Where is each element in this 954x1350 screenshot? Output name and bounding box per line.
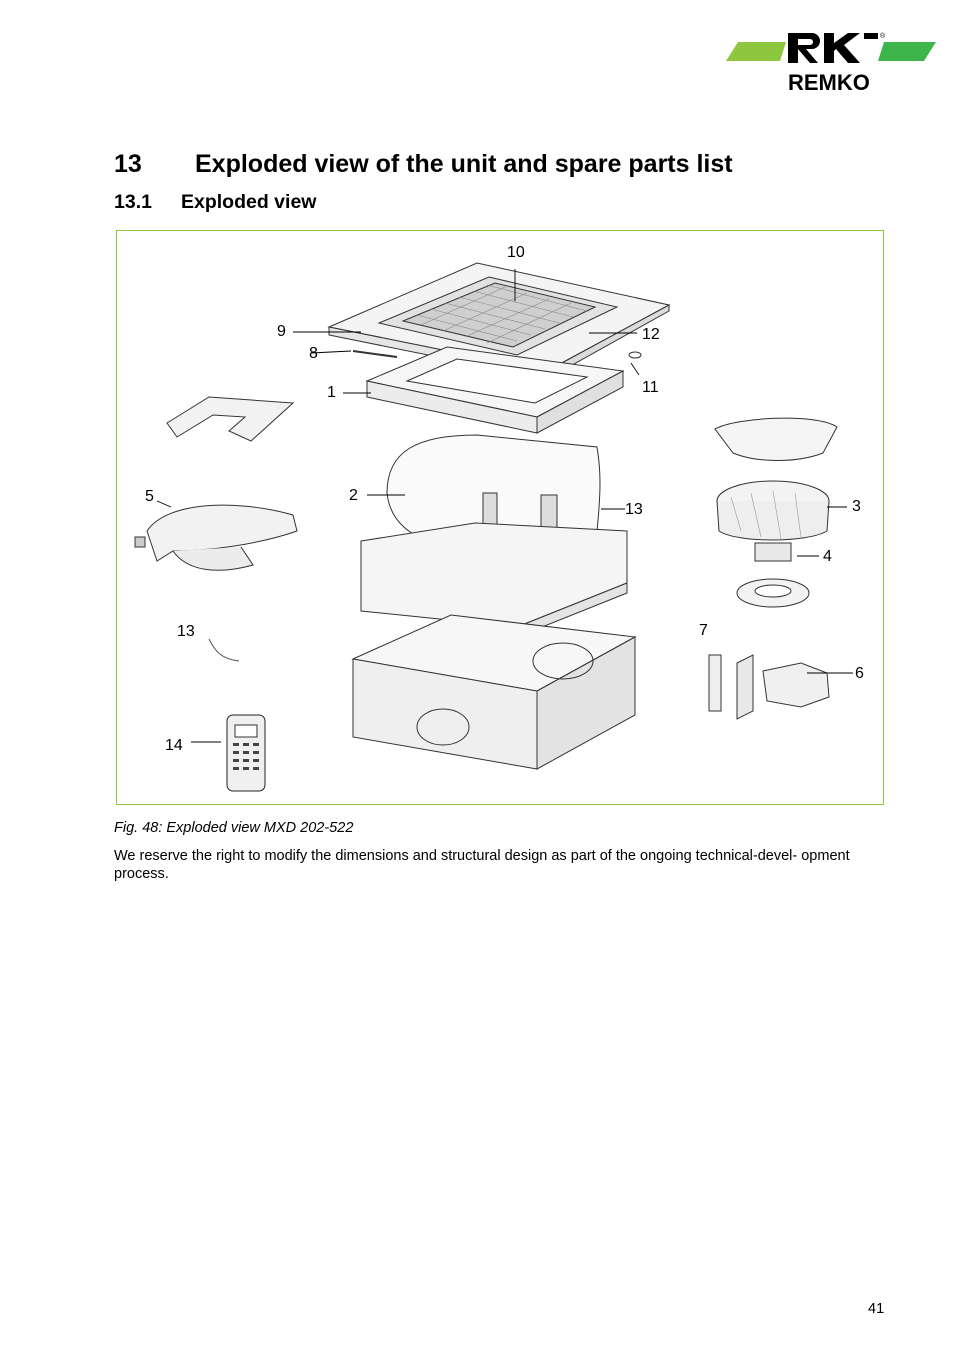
callout-1: 1 — [327, 384, 336, 401]
callout-2: 2 — [349, 487, 358, 504]
page-number: 41 — [868, 1301, 885, 1317]
callout-9: 9 — [277, 323, 286, 340]
callout-5: 5 — [145, 488, 154, 505]
remko-logo — [724, 28, 938, 94]
figure-caption: Fig. 48: Exploded view MXD 202-522 — [114, 820, 354, 836]
callout-11: 11 — [642, 379, 659, 396]
callout-10: 10 — [507, 244, 525, 261]
callout-8: 8 — [309, 345, 318, 362]
callout-13-upper: 13 — [625, 501, 643, 518]
callout-3: 3 — [852, 498, 861, 515]
callout-7: 7 — [699, 622, 708, 639]
callout-4: 4 — [823, 548, 832, 565]
callout-12: 12 — [642, 326, 660, 343]
subsection-heading: 13.1 Exploded view — [114, 191, 317, 213]
section-heading: 13 Exploded view of the unit and spare parts list — [114, 150, 733, 178]
callout-14: 14 — [165, 737, 183, 754]
logo-text: REMKO — [788, 70, 870, 94]
svg-text:®: ® — [880, 33, 886, 40]
callout-13-lower: 13 — [177, 623, 195, 640]
callout-6: 6 — [855, 665, 864, 682]
modification-note: We reserve the right to modify the dimensions and structural design as part of the ongoing technical-devel- opment process. — [114, 848, 850, 882]
exploded-view-figure — [116, 230, 884, 805]
